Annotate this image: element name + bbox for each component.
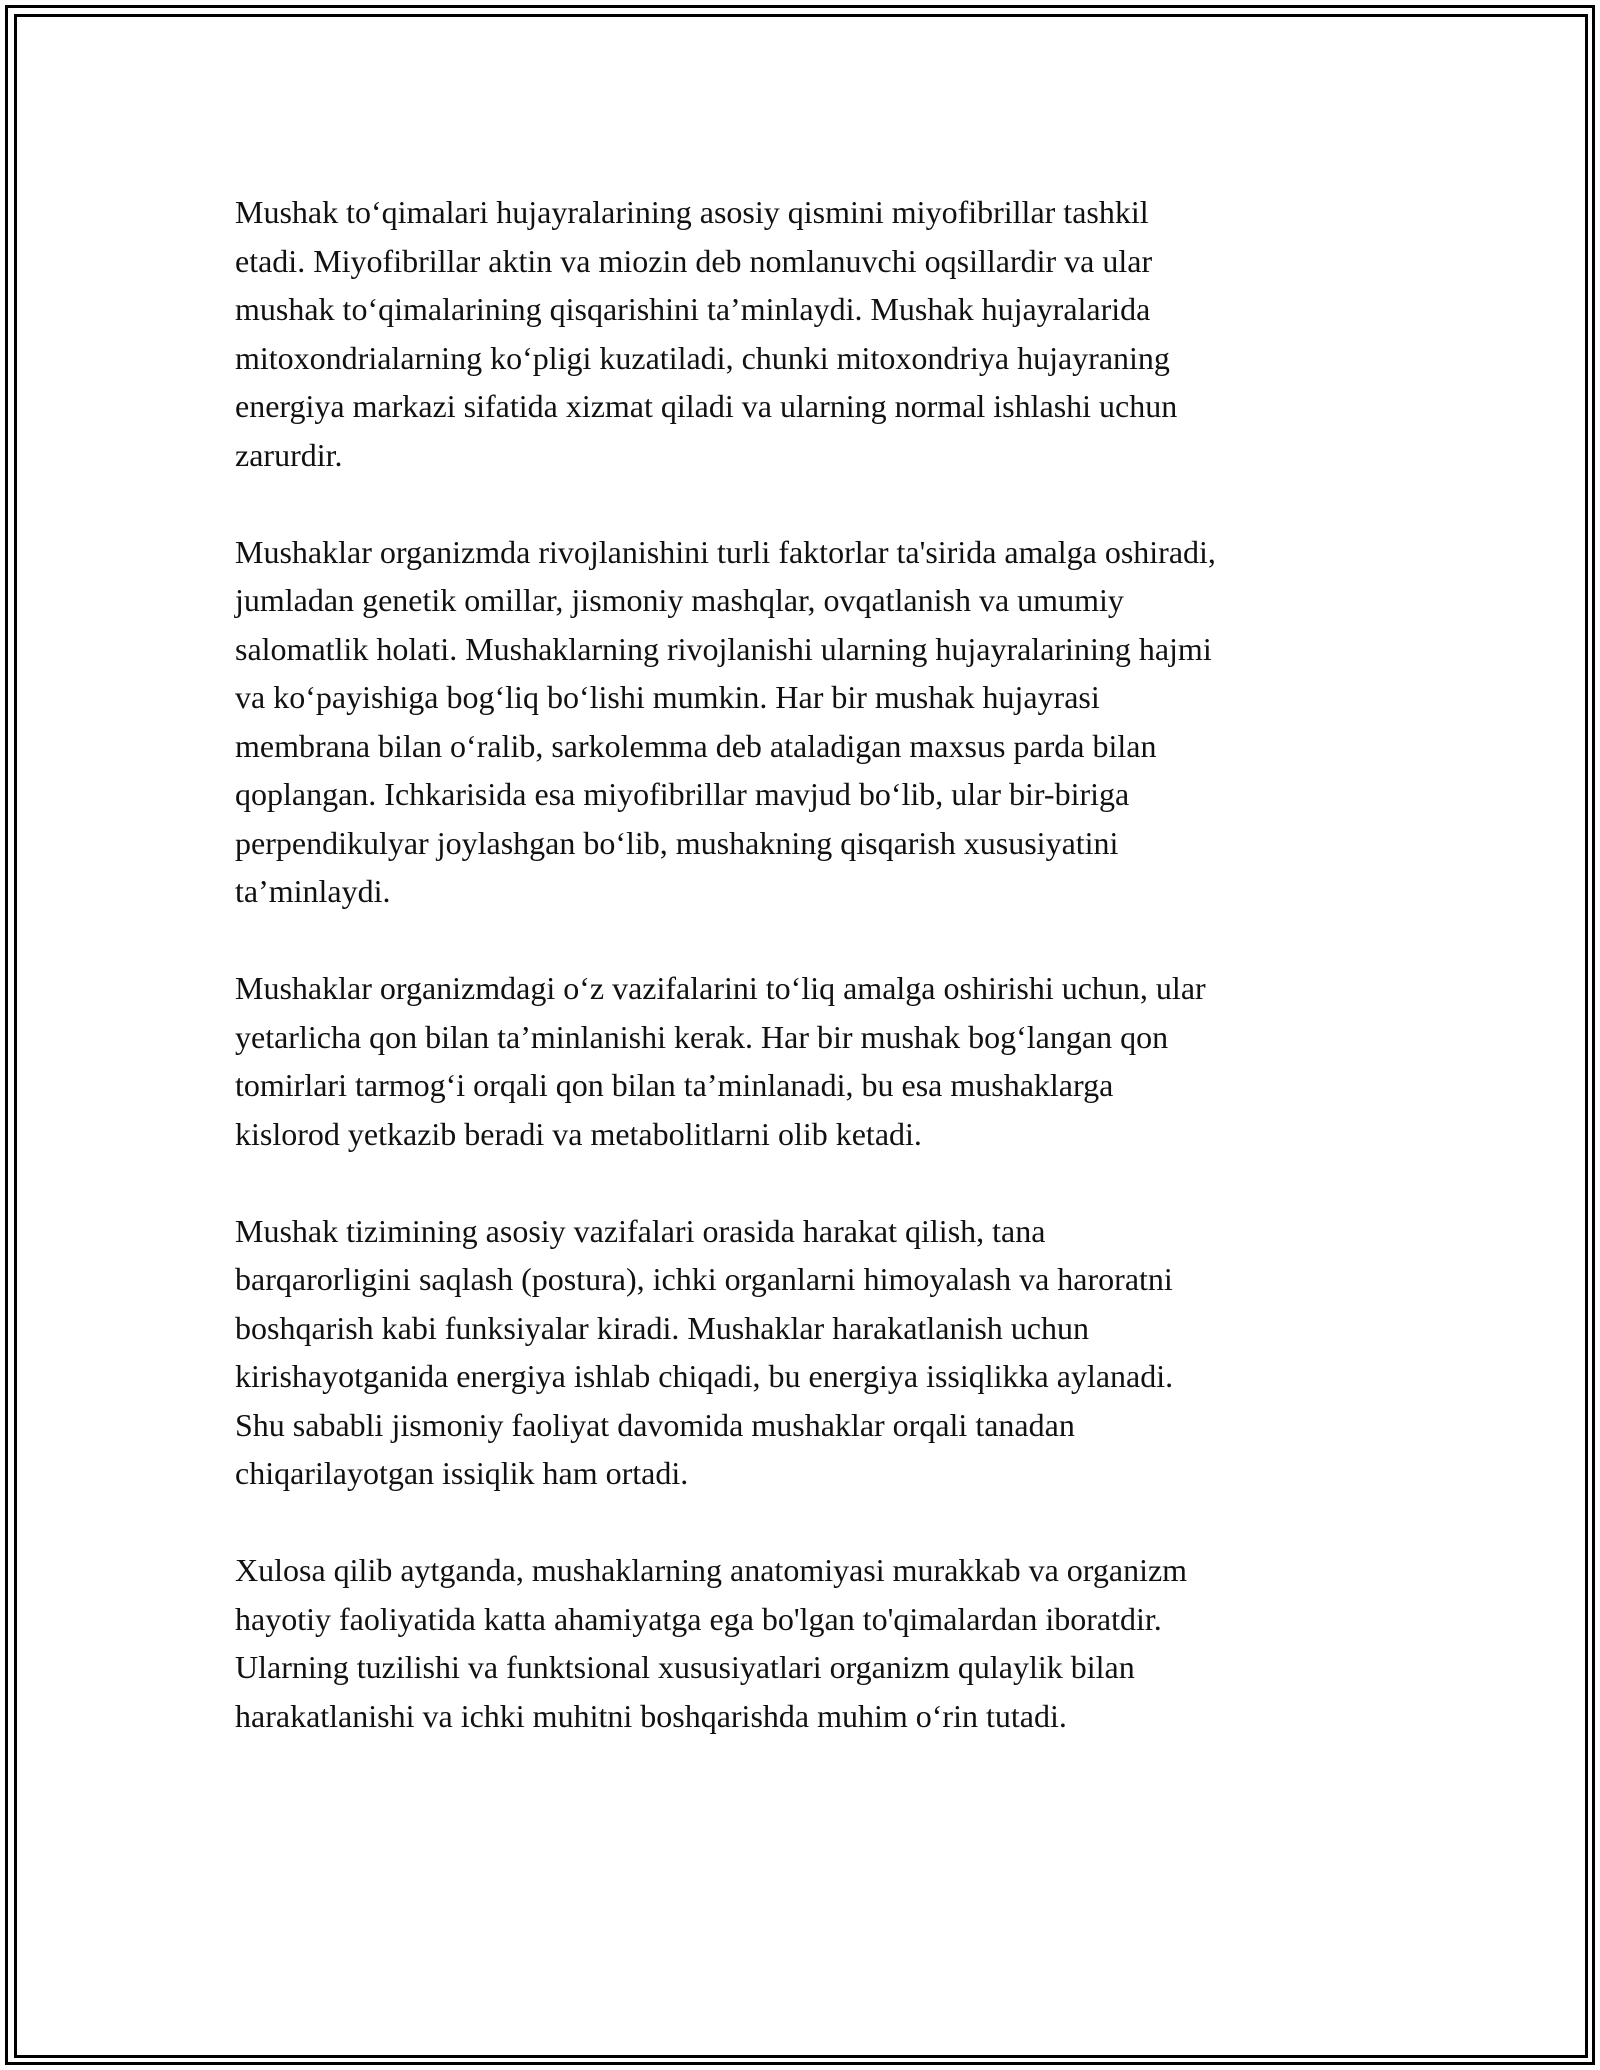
text-line: yetarlicha qon bilan ta’minlanishi kerak. Har bir mushak bog‘langan qon: [235, 1018, 1169, 1055]
text-line: jumladan genetik omillar, jismoniy mashqlar, ovqatlanish va umumiy: [235, 582, 1124, 618]
text-line: energiya markazi sifatida xizmat qiladi va ularning normal ishlashi uchun: [235, 388, 1178, 424]
text-line: Mushak to‘qimalari hujayralarining asosiy qismini miyofibrillar tashkil: [235, 194, 1149, 230]
text-line: qoplangan. Ichkarisida esa miyofibrillar mavjud bo‘lib, ular bir-biriga: [235, 776, 1130, 812]
text-line: perpendikulyar joylashgan bo‘lib, mushakning qisqarish xususiyatini: [235, 824, 1119, 861]
text-line: salomatlik holati. Mushaklarning rivojlanishi ularning hujayralarining hajmi: [235, 630, 1212, 667]
text-line: kislorod yetkazib beradi va metabolitlarni olib ketadi.: [235, 1115, 922, 1152]
text-line: membrana bilan o‘ralib, sarkolemma deb ataladigan maxsus parda bilan: [235, 727, 1157, 764]
paragraph-4: [235, 1207, 1375, 1498]
paragraph-2: [235, 528, 1375, 916]
text-line: Mushaklar organizmdagi o‘z vazifalarini to‘liq amalga oshirishi uchun, ular: [235, 970, 1206, 1006]
text-line: chiqarilayotgan issiqlik ham ortadi.: [235, 1455, 689, 1491]
paragraph-1: [235, 188, 1375, 479]
text-line: Ularning tuzilishi va funktsional xususiyatlari organizm qulaylik bilan: [235, 1649, 1135, 1685]
text-line: tomirlari tarmog‘i orqali qon bilan ta’minlanadi, bu esa mushaklarga: [235, 1067, 1114, 1103]
text-line: etadi. Miyofibrillar aktin va miozin deb nomlanuvchi oqsillardir va ular: [235, 242, 1153, 279]
text-line: kirishayotganida energiya ishlab chiqadi, bu energiya issiqlikka aylanadi.: [235, 1358, 1174, 1394]
paragraph-5: [235, 1546, 1375, 1740]
text-line: mitoxondrialarning ko‘pligi kuzatiladi, chunki mitoxondriya hujayraning: [235, 339, 1170, 376]
text-line: Mushak tizimining asosiy vazifalari orasida harakat qilish, tana: [235, 1212, 1046, 1249]
text-line: va ko‘payishiga bog‘liq bo‘lishi mumkin. Har bir mushak hujayrasi: [235, 679, 1100, 715]
paragraph-3: [235, 964, 1375, 1158]
text-line: hayotiy faoliyatida katta ahamiyatga ega bo'lgan to'qimalardan iboratdir.: [235, 1600, 1162, 1637]
text-line: Xulosa qilib aytganda, mushaklarning anatomiyasi murakkab va organizm: [235, 1552, 1188, 1588]
text-line: barqarorligini saqlash (postura), ichki organlarni himoyalash va haroratni: [235, 1261, 1173, 1297]
text-line: zarurdir.: [235, 436, 343, 473]
document-body: [235, 188, 1375, 1789]
text-line: Shu sababli jismoniy faoliyat davomida mushaklar orqali tanadan: [235, 1406, 1075, 1443]
text-line: boshqarish kabi funksiyalar kiradi. Mushaklar harakatlanish uchun: [235, 1309, 1089, 1346]
text-line: mushak to‘qimalarining qisqarishini ta’minlaydi. Mushak hujayralarida: [235, 291, 1151, 327]
text-line: harakatlanishi va ichki muhitni boshqarishda muhim o‘rin tutadi.: [235, 1697, 1067, 1734]
text-line: ta’minlaydi.: [235, 873, 391, 909]
text-line: Mushaklar organizmda rivojlanishini turli faktorlar ta'sirida amalga oshiradi,: [235, 533, 1216, 570]
